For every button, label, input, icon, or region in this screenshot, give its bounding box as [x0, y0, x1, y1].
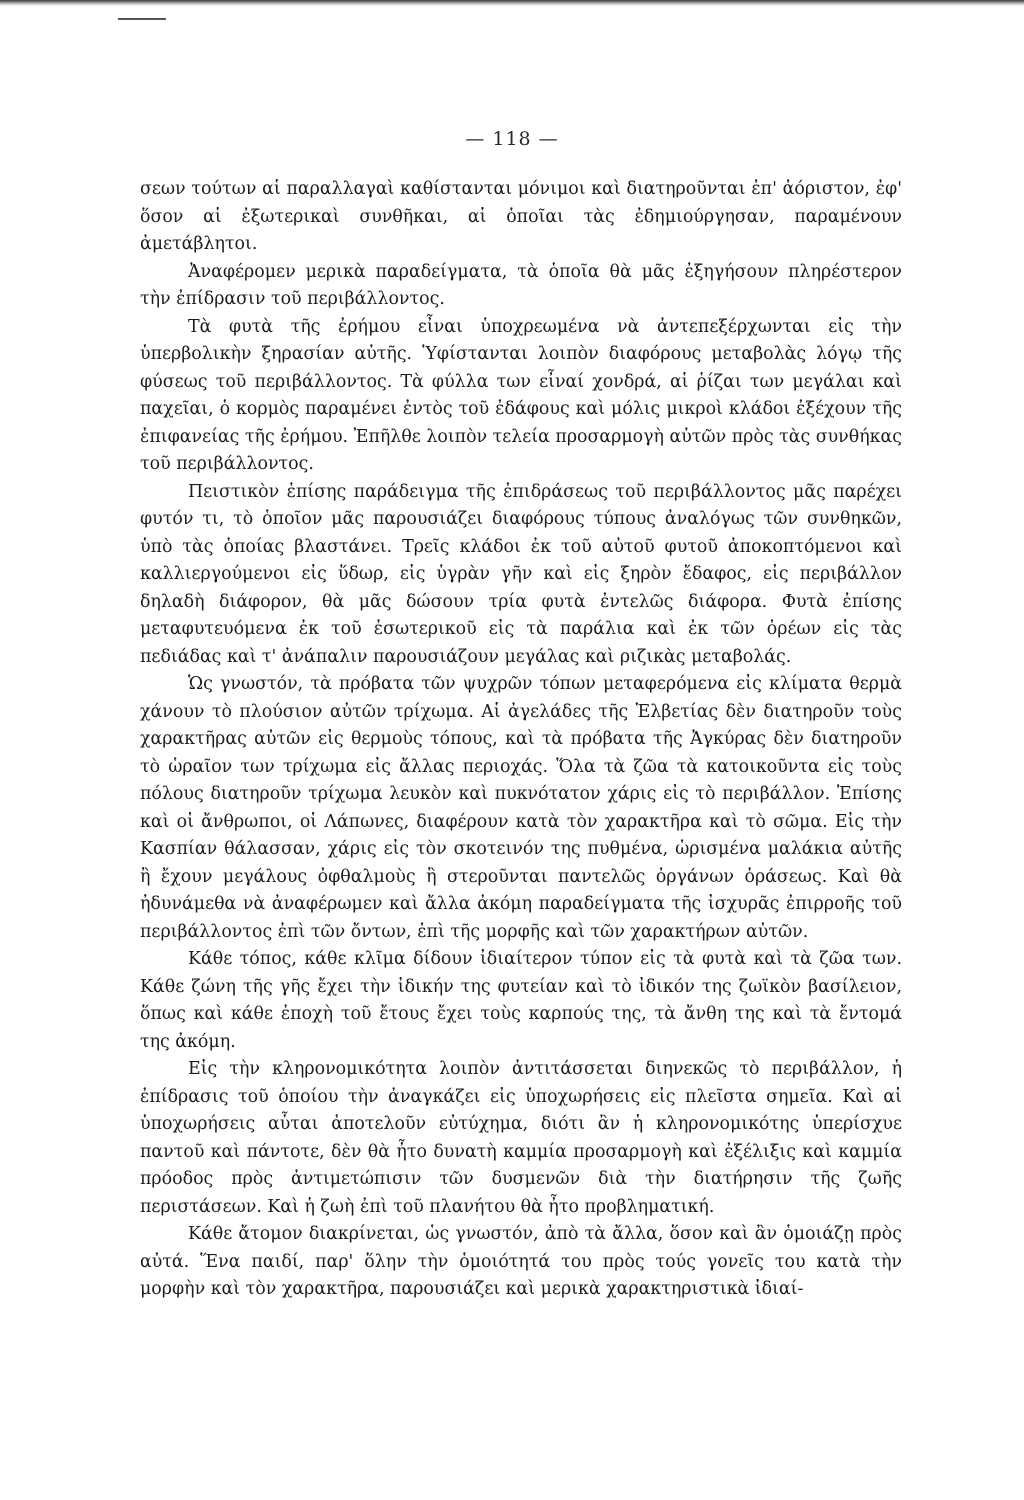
paragraph-7: Εἰς τὴν κληρονομικότητα λοιπὸν ἀντιτάσσεται διηνεκῶς τὸ περιβάλλον, ἡ ἐπίδρασις τοῦ ὁποίου τὴν ἀναγκάζει εἰς ὑποχωρήσεις εἰς πλεῖστα σημεῖα. Καὶ αἱ ὑποχωρήσεις αὗται ἀποτελοῦν εὐτύχημα, διότι ἂν ἡ κληρονομικότης ὑπερίσχυε παντοῦ καὶ πάντοτε, δὲν θὰ ἦτο δυνατὴ καμμία προσαρμογὴ καὶ ἐξέλιξις καὶ καμμία πρόοδος πρὸς ἀντιμετώπισιν τῶν δυσμενῶν διὰ τὴν διατήρησιν τῆς ζωῆς περιστάσεων. Καὶ ἡ ζωὴ ἐπὶ τοῦ πλανήτου θὰ ἦτο προβληματική.	[140, 1059, 902, 1217]
scan-mark	[118, 18, 166, 20]
paragraph-1: σεων τούτων αἱ παραλλαγαὶ καθίστανται μόνιμοι καὶ διατηροῦνται ἐπ' ἀόριστον, ἐφ' ὅσον αἱ ἐξωτερικαὶ συνθῆκαι, αἱ ὁποῖαι τὰς ἐδημιούργησαν, παραμένουν ἀμετάβλητοι.	[140, 179, 902, 254]
paragraph-3: Τὰ φυτὰ τῆς ἐρήμου εἶναι ὑποχρεωμένα νὰ ἀντεπεξέρχωνται εἰς τὴν ὑπερβολικὴν ξηρασίαν αὐτῆς. Ὑφίστανται λοιπὸν διαφόρους μεταβολὰς λόγῳ τῆς φύσεως τοῦ περιβάλλοντος. Τὰ φύλλα των εἶναί χονδρά, αἱ ῥίζαι των μεγάλαι καὶ παχεῖαι, ὁ κορμὸς παραμένει ἐντὸς τοῦ ἐδάφους καὶ μόλις μικροὶ κλάδοι ἐξέχουν τῆς ἐπιφανείας τῆς ἐρήμου. Ἐπῆλθε λοιπὸν τελεία προσαρμογὴ αὐτῶν πρὸς τὰς συνθήκας τοῦ περιβάλλοντος.	[140, 316, 902, 474]
paragraph-6: Κάθε τόπος, κάθε κλῖμα δίδουν ἰδιαίτερον τύπον εἰς τὰ φυτὰ καὶ τὰ ζῶα των. Κάθε ζώνη τῆς γῆς ἔχει τὴν ἰδικήν της φυτείαν καὶ τὸ ἰδικόν της ζωϊκὸν βασίλειον, ὅπως καὶ κάθε ἐποχὴ τοῦ ἔτους ἔχει τοὺς καρπούς της, τὰ ἄνθη της καὶ τὰ ἔντομά της ἀκόμη.	[140, 949, 902, 1052]
paragraph-5: Ὡς γνωστόν, τὰ πρόβατα τῶν ψυχρῶν τόπων μεταφερόμενα εἰς κλίματα θερμὰ χάνουν τὸ πλούσιον αὐτῶν τρίχωμα. Αἱ ἀγελάδες τῆς Ἑλβετίας δὲν διατηροῦν τοὺς χαρακτῆρας αὐτῶν εἰς θερμοὺς τόπους, καὶ τὰ πρόβατα τῆς Ἀγκύρας δὲν διατηροῦν τὸ ὡραῖον των τρίχωμα εἰς ἄλλας περιοχάς. Ὅλα τὰ ζῶα τὰ κατοικοῦντα εἰς τοὺς πόλους διατηροῦν τρίχωμα λευκὸν καὶ πυκνότατον χάρις εἰς τὸ περιβάλλον. Ἐπίσης καὶ οἱ ἄνθρωποι, οἱ Λάπωνες, διαφέρουν κατὰ τὸν χαρακτῆρα καὶ τὸ σῶμα. Εἰς τὴν Κασπίαν θάλασσαν, χάρις εἰς τὸν σκοτεινόν της πυθμένα, ὡρισμένα μαλάκια αὐτῆς ἢ ἔχουν μεγάλους ὀφθαλμοὺς ἢ στεροῦνται παντελῶς ὀργάνων ὁράσεως. Καὶ θὰ ἠδυνάμεθα νὰ ἀναφέρωμεν καὶ ἄλλα ἀκόμη παραδείγματα τῆς ἰσχυρᾶς ἐπιρροῆς τοῦ περιβάλλοντος ἐπὶ τῶν ὄντων, ἐπὶ τῆς μορφῆς καὶ τῶν χαρακτήρων αὐτῶν.	[140, 674, 902, 942]
paragraph-4: Πειστικὸν ἐπίσης παράδειγμα τῆς ἐπιδράσεως τοῦ περιβάλλοντος μᾶς παρέχει φυτόν τι, τὸ ὁποῖον μᾶς παρουσιάζει διαφόρους τύπους ἀναλόγως τῶν συνθηκῶν, ὑπὸ τὰς ὁποίας βλαστάνει. Τρεῖς κλάδοι ἐκ τοῦ αὐτοῦ φυτοῦ ἀποκοπτόμενοι καὶ καλλιεργούμενοι εἰς ὕδωρ, εἰς ὑγρὰν γῆν καὶ εἰς ξηρὸν ἔδαφος, εἰς περιβάλλον δηλαδὴ διάφορον, θὰ μᾶς δώσουν τρία φυτὰ ἐντελῶς διάφορα. Φυτὰ ἐπίσης μεταφυτευόμενα ἐκ τοῦ ἐσωτερικοῦ εἰς τὰ παράλια καὶ ἐκ τῶν ὀρέων εἰς τὰς πεδιάδας καὶ τ' ἀνάπαλιν παρουσιάζουν μεγάλας καὶ ριζικὰς μεταβολάς.	[140, 481, 902, 667]
scan-edge-top	[0, 0, 1024, 6]
text-column	[140, 176, 902, 1304]
page-number: — 118 —	[465, 128, 559, 150]
paragraph-2: Ἀναφέρομεν μερικὰ παραδείγματα, τὰ ὁποῖα θὰ μᾶς ἐξηγήσουν πληρέστερον τὴν ἐπίδρασιν τοῦ περιβάλλοντος.	[140, 261, 902, 309]
paragraph-8: Κάθε ἄτομον διακρίνεται, ὡς γνωστόν, ἀπὸ τὰ ἄλλα, ὅσον καὶ ἂν ὁμοιάζῃ πρὸς αὐτά. Ἕνα παιδί, παρ' ὅλην τὴν ὁμοιότητά του πρὸς τούς γονεῖς του κατὰ τὴν μορφὴν καὶ τὸν χαρακτῆρα, παρουσιάζει καὶ μερικὰ χαρακτηριστικὰ ἰδιαί-	[140, 1224, 902, 1299]
